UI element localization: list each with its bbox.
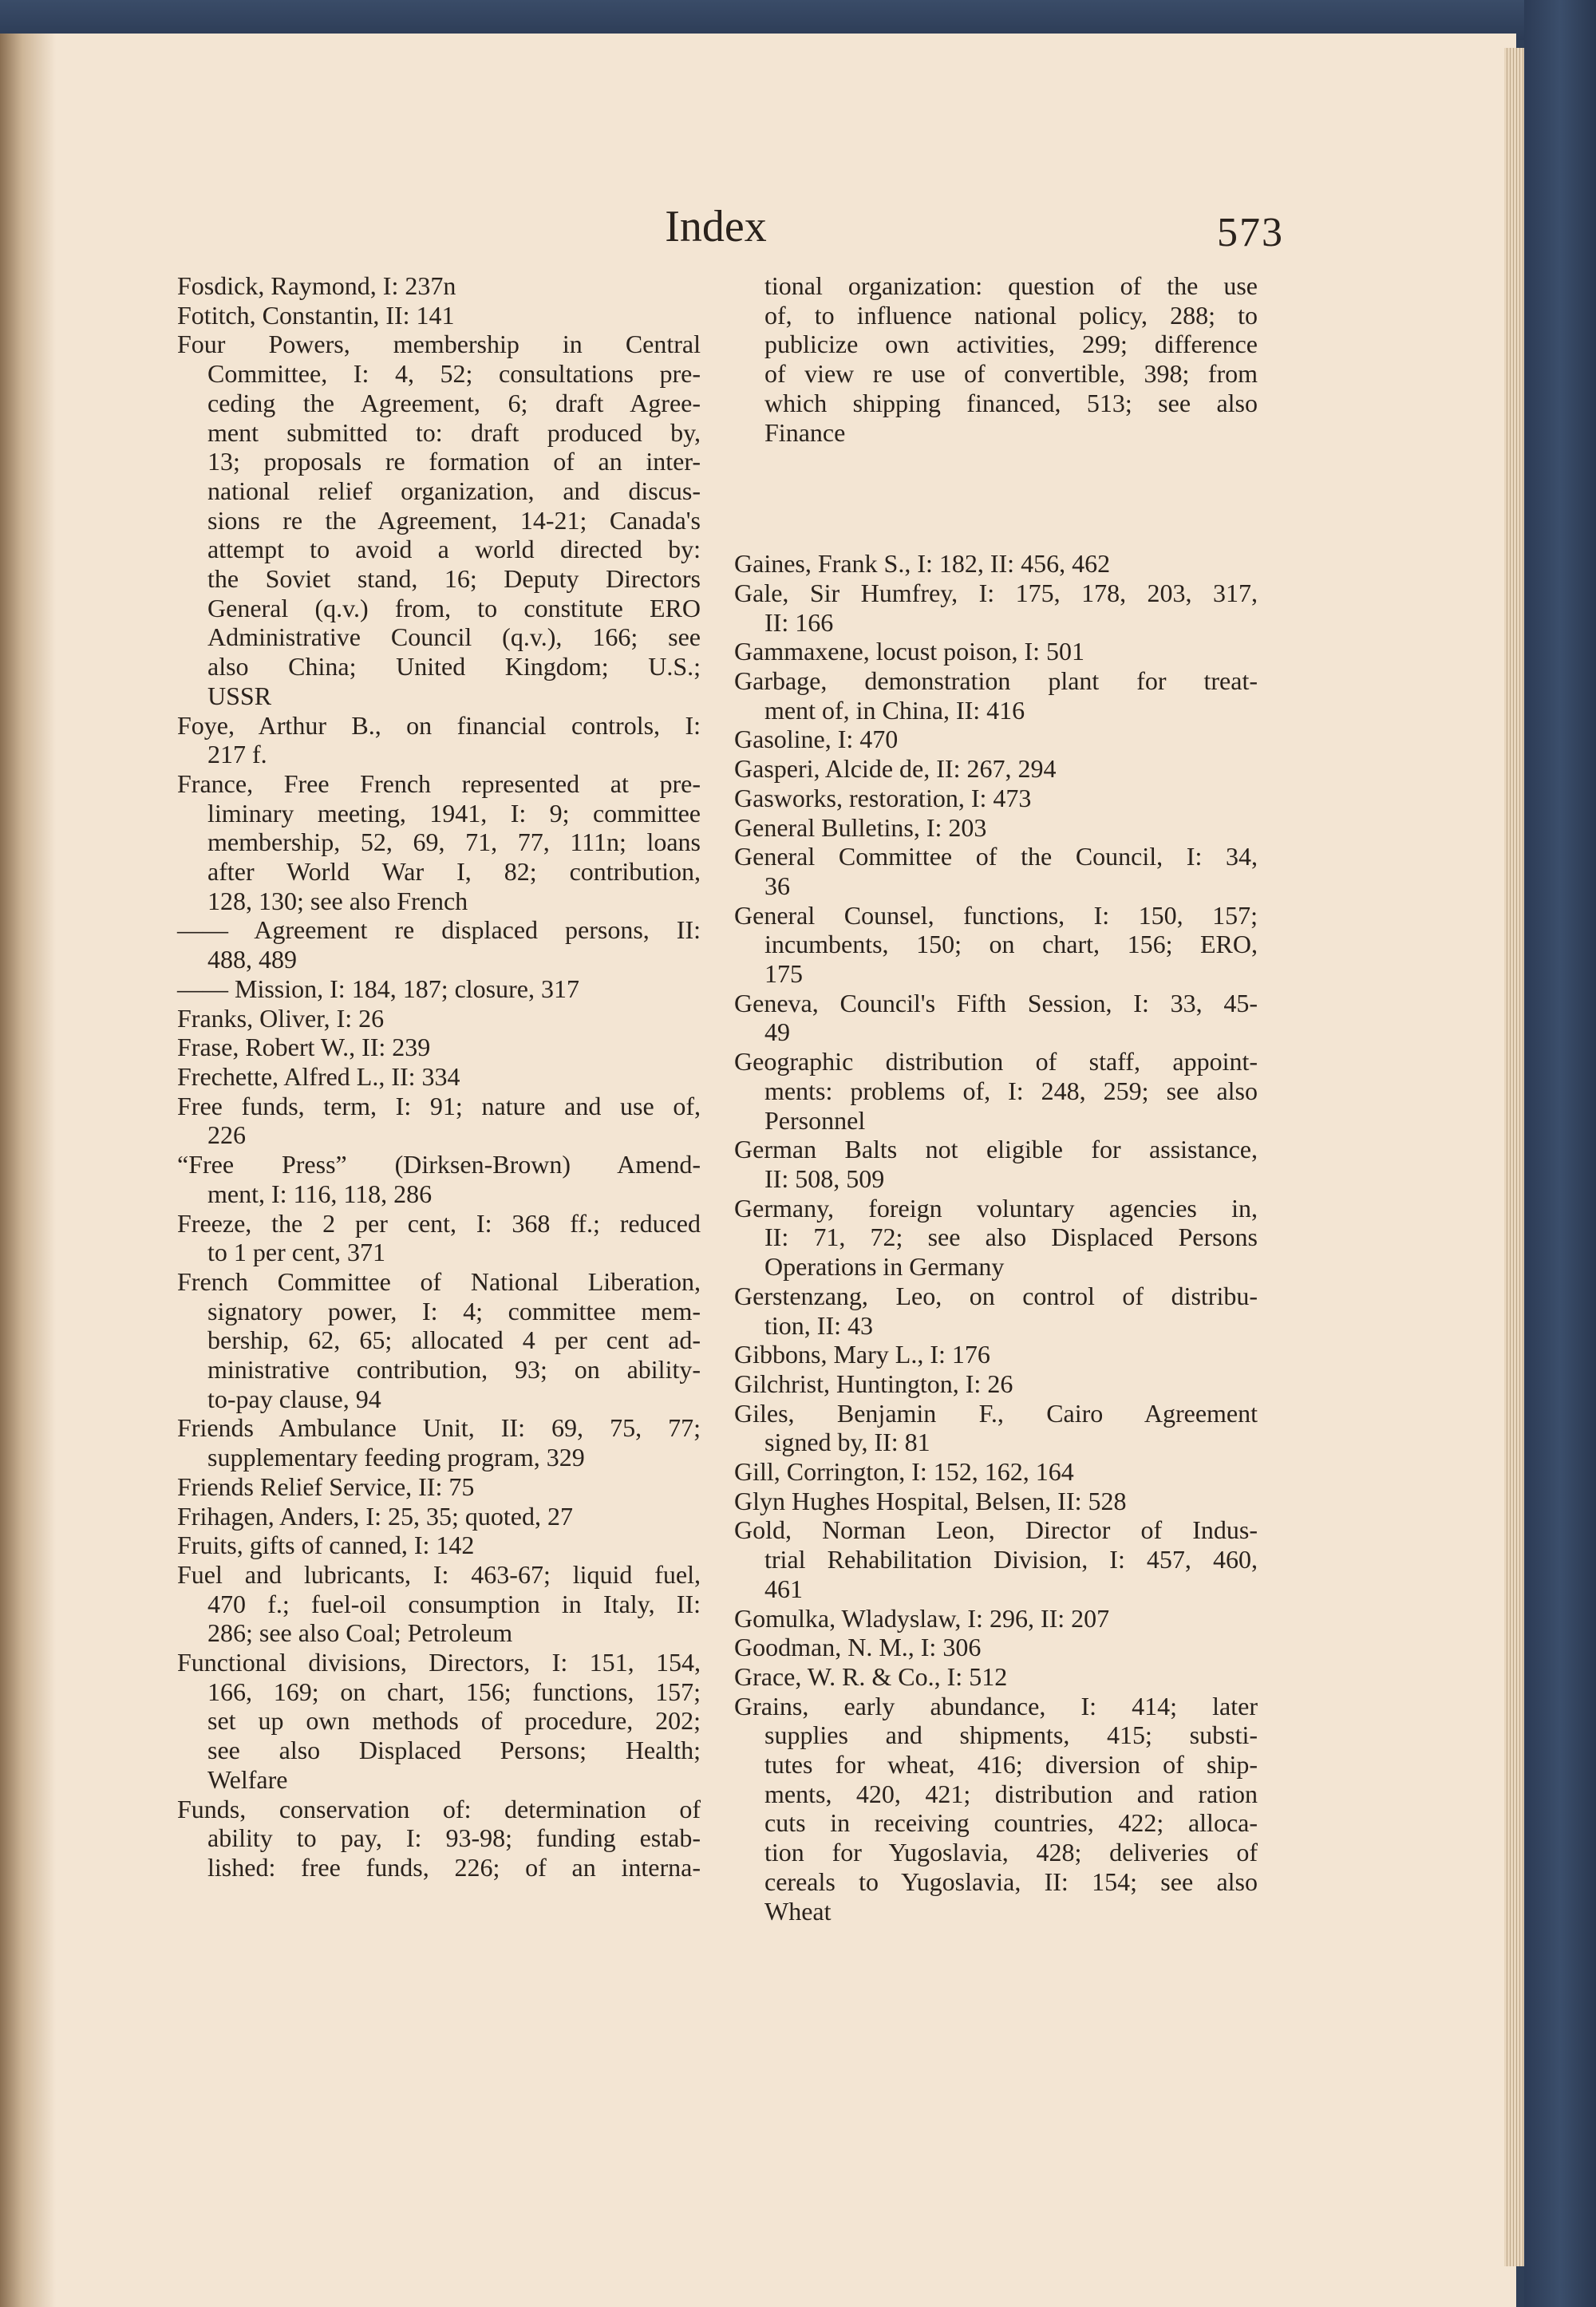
index-entry-line: USSR: [207, 681, 272, 710]
index-entry: [734, 666, 1258, 725]
index-entry: [177, 1413, 701, 1472]
index-entry: [734, 1369, 1258, 1399]
index-entry-line: Gill, Corrington, I: 152, 162, 164: [734, 1457, 1074, 1487]
index-entry: [734, 1135, 1258, 1193]
index-entry: [734, 1282, 1258, 1340]
index-entry-line: after World War I, 82; contribution,: [207, 857, 701, 887]
index-entry-line: Functional divisions, Directors, I: 151, 154,: [177, 1648, 701, 1677]
index-entry-line: tional organization: question of the use: [764, 271, 1258, 300]
index-entry-line: Free funds, term, I: 91; nature and use of,: [177, 1091, 701, 1120]
index-entry-line: Personnel: [764, 1105, 866, 1135]
index-entry-line: General Committee of the Council, I: 34,: [734, 842, 1258, 871]
book-cover-spine: [1524, 0, 1596, 2307]
index-entry-line: 488, 489: [207, 945, 297, 974]
index-entry-line: Franks, Oliver, I: 26: [177, 1003, 385, 1033]
index-entry-line: to 1 per cent, 371: [207, 1238, 386, 1267]
index-entry-line: sions re the Agreement, 14-21; Canada's: [207, 505, 701, 535]
index-entry-line: ment, I: 116, 118, 286: [207, 1179, 433, 1208]
index-entry-line: also China; United Kingdom; U.S.;: [207, 652, 701, 681]
index-entry-line: Gasperi, Alcide de, II: 267, 294: [734, 754, 1057, 784]
index-entry-line: Gibbons, Mary L., I: 176: [734, 1340, 990, 1369]
column-gap: [734, 447, 1258, 549]
index-entry-line: Committee, I: 4, 52; consultations pre-: [207, 359, 701, 389]
page-number: 573: [1217, 210, 1284, 255]
index-entry-line: ceding the Agreement, 6; draft Agree-: [207, 388, 701, 417]
index-entry-line: ment of, in China, II: 416: [764, 695, 1025, 725]
index-entry-line: 128, 130; see also French: [207, 886, 468, 915]
index-entry-line: set up own methods of procedure, 202;: [207, 1706, 701, 1736]
index-entry: [734, 1662, 1258, 1692]
index-entry-line: national relief organization, and discus-: [207, 476, 701, 505]
index-entry-line: ments: problems of, I: 248, 259; see also: [764, 1076, 1258, 1105]
index-entry: [734, 842, 1258, 900]
index-entry-line: of view re use of convertible, 398; from: [764, 359, 1258, 389]
index-entry: [177, 1795, 701, 1882]
index-entry-line: Geneva, Council's Fifth Session, I: 33, 45-: [734, 988, 1258, 1017]
index-entry-line: Grains, early abundance, I: 414; later: [734, 1691, 1258, 1720]
index-entry: [177, 1150, 701, 1208]
index-entry: [177, 915, 701, 974]
index-entry-line: liminary meeting, 1941, I: 9; committee: [207, 798, 701, 828]
index-entry-line: Gold, Norman Leon, Director of Indus-: [734, 1515, 1258, 1545]
index-entry: [734, 1047, 1258, 1135]
index-entry: [177, 1648, 701, 1795]
index-entry-line: Finance: [764, 417, 846, 447]
index-entry-line: ment submitted to: draft produced by,: [207, 417, 701, 447]
index-entry: [734, 784, 1258, 813]
index-entry-line: Freeze, the 2 per cent, I: 368 ff.; reduced: [177, 1208, 701, 1238]
index-entry: [734, 1692, 1258, 1926]
index-entry: [734, 813, 1258, 843]
index-entry-line: II: 166: [764, 607, 834, 637]
index-entry-line: Gomulka, Wladyslaw, I: 296, II: 207: [734, 1603, 1110, 1633]
index-entry-line: attempt to avoid a world directed by:: [207, 535, 701, 564]
index-entry: [734, 725, 1258, 754]
index-entry-line: signatory power, I: 4; committee mem-: [207, 1296, 701, 1325]
index-entry-line: Gaines, Frank S., I: 182, II: 456, 462: [734, 549, 1111, 579]
index-entry-line: see also Displaced Persons; Health;: [207, 1736, 701, 1765]
index-entry-line: Garbage, demonstration plant for treat-: [734, 666, 1258, 696]
index-entry-line: supplies and shipments, 415; substi-: [764, 1720, 1258, 1750]
index-entry-line: ministrative contribution, 93; on ability-: [207, 1355, 701, 1385]
index-entry-line: the Soviet stand, 16; Deputy Directors: [207, 564, 701, 594]
index-entry: [177, 1092, 701, 1150]
index-entry-line: 166, 169; on chart, 156; functions, 157;: [207, 1677, 701, 1706]
index-entry-line: French Committee of National Liberation,: [177, 1266, 701, 1296]
index-entry: [734, 1487, 1258, 1516]
index-entry-line: Geographic distribution of staff, appoint-: [734, 1047, 1258, 1076]
index-entry-line: Frechette, Alfred L., II: 334: [177, 1061, 460, 1091]
index-entry-line: Welfare: [207, 1764, 288, 1794]
index-entry-continuation: [734, 271, 1258, 447]
index-entry-line: II: 508, 509: [764, 1163, 885, 1193]
index-entry-line: publicize own activities, 299; difference: [764, 330, 1258, 359]
index-entry-line: Foye, Arthur B., on financial controls, I:: [177, 710, 701, 740]
index-entry: [177, 1560, 701, 1648]
index-entry-line: signed by, II: 81: [764, 1428, 930, 1457]
index-entry-line: —— Mission, I: 184, 187; closure, 317: [177, 974, 579, 1003]
index-entry: [177, 1062, 701, 1092]
index-entry: [177, 1209, 701, 1267]
index-entry-line: Gilchrist, Huntington, I: 26: [734, 1369, 1013, 1398]
index-entry: [177, 1267, 701, 1414]
index-entry-line: tion for Yugoslavia, 428; deliveries of: [764, 1838, 1258, 1867]
index-entry: [177, 1472, 701, 1502]
binding-gutter-shadow: [0, 34, 56, 2307]
index-entry-line: Wheat: [764, 1896, 832, 1926]
index-entry-line: Frihagen, Anders, I: 25, 35; quoted, 27: [177, 1501, 573, 1531]
index-entry-line: —— Agreement re displaced persons, II:: [177, 915, 701, 945]
index-entry-line: Glyn Hughes Hospital, Belsen, II: 528: [734, 1486, 1127, 1515]
index-entry-line: cereals to Yugoslavia, II: 154; see also: [764, 1867, 1258, 1896]
index-entry-line: 13; proposals re formation of an inter-: [207, 447, 701, 476]
index-entry-line: Giles, Benjamin F., Cairo Agreement: [734, 1398, 1258, 1428]
index-entry: [177, 330, 701, 710]
index-entry: [734, 1194, 1258, 1282]
index-entry: [177, 301, 701, 330]
index-entry: [734, 1515, 1258, 1603]
index-entry: [177, 1004, 701, 1033]
index-entry-line: ments, 420, 421; distribution and ration: [764, 1779, 1258, 1808]
index-entry: [734, 1633, 1258, 1662]
index-entry-line: German Balts not eligible for assistance,: [734, 1135, 1258, 1164]
index-entry-line: II: 71, 72; see also Displaced Persons: [764, 1223, 1258, 1252]
running-head: Index: [665, 202, 767, 251]
index-entry: [177, 1502, 701, 1531]
index-entry-line: Funds, conservation of: determination of: [177, 1794, 701, 1823]
index-entry: [734, 1457, 1258, 1487]
index-entry-line: Grace, W. R. & Co., I: 512: [734, 1661, 1008, 1691]
index-entry: [734, 637, 1258, 666]
index-entry-line: to-pay clause, 94: [207, 1384, 381, 1413]
index-entry-line: Goodman, N. M., I: 306: [734, 1633, 982, 1662]
index-entry: [734, 754, 1258, 784]
index-entry-line: membership, 52, 69, 71, 77, 111n; loans: [207, 828, 701, 857]
index-entry: [177, 769, 701, 916]
index-entry-line: “Free Press” (Dirksen-Brown) Amend-: [177, 1150, 701, 1179]
index-entry: [734, 1340, 1258, 1369]
index-entry-line: Fuel and lubricants, I: 463-67; liquid fuel,: [177, 1559, 701, 1589]
index-entry: [734, 1399, 1258, 1457]
index-entry-line: cuts in receiving countries, 422; alloca-: [764, 1808, 1258, 1838]
index-entry-line: ability to pay, I: 93-98; funding estab-: [207, 1823, 701, 1853]
index-column-left: [177, 271, 701, 1882]
index-entry: [177, 974, 701, 1004]
index-entry-line: Fruits, gifts of canned, I: 142: [177, 1531, 475, 1560]
index-entry-line: 470 f.; fuel-oil consumption in Italy, II:: [207, 1589, 701, 1618]
index-entry-line: Gasoline, I: 470: [734, 725, 899, 754]
index-entry: [177, 271, 701, 301]
index-entry-line: Frase, Robert W., II: 239: [177, 1033, 431, 1062]
index-entry-line: France, Free French represented at pre-: [177, 768, 701, 798]
index-entry-line: Friends Ambulance Unit, II: 69, 75, 77;: [177, 1413, 701, 1443]
index-entry-line: General Counsel, functions, I: 150, 157;: [734, 900, 1258, 930]
index-entry-line: Gammaxene, locust poison, I: 501: [734, 637, 1085, 666]
index-entry: [734, 549, 1258, 579]
index-entry-line: incumbents, 150; on chart, 156; ERO,: [764, 930, 1258, 959]
index-entry-line: 175: [764, 959, 803, 989]
index-entry-line: 226: [207, 1120, 246, 1150]
index-entry-line: Germany, foreign voluntary agencies in,: [734, 1193, 1258, 1223]
index-entry-line: trial Rehabilitation Division, I: 457, 460,: [764, 1545, 1258, 1574]
index-entry: [734, 579, 1258, 637]
index-entry: [177, 711, 701, 769]
index-entry-line: General Bulletins, I: 203: [734, 812, 987, 842]
index-entry: [734, 1604, 1258, 1633]
index-entry-line: Four Powers, membership in Central: [177, 330, 701, 359]
index-entry-line: tutes for wheat, 416; diversion of ship-: [764, 1750, 1258, 1780]
index-entry-line: 286; see also Coal; Petroleum: [207, 1618, 513, 1648]
index-entry: [734, 901, 1258, 989]
index-entry-line: tion, II: 43: [764, 1310, 873, 1340]
index-entry-line: 36: [764, 871, 790, 900]
index-entry-line: 461: [764, 1574, 803, 1603]
index-entry-line: 217 f.: [207, 740, 267, 769]
index-entry-line: which shipping financed, 513; see also: [764, 388, 1258, 417]
index-entry-line: Administrative Council (q.v.), 166; see: [207, 622, 701, 652]
index-entry-line: bership, 62, 65; allocated 4 per cent ad-: [207, 1325, 701, 1355]
index-entry-line: Gasworks, restoration, I: 473: [734, 783, 1032, 812]
index-entry: [734, 989, 1258, 1047]
index-entry: [177, 1531, 701, 1560]
index-entry-line: 49: [764, 1017, 790, 1047]
index-entry-line: Gerstenzang, Leo, on control of distribu-: [734, 1281, 1258, 1310]
index-entry-line: Fosdick, Raymond, I: 237n: [177, 271, 456, 300]
index-entry-line: General (q.v.) from, to constitute ERO: [207, 593, 701, 622]
index-column-right: [734, 271, 1258, 1926]
index-entry-line: supplementary feeding program, 329: [207, 1443, 585, 1472]
index-entry-line: Operations in Germany: [764, 1252, 1005, 1282]
index-entry-line: lished: free funds, 226; of an interna-: [207, 1852, 701, 1882]
index-entry-line: Gale, Sir Humfrey, I: 175, 178, 203, 317,: [734, 578, 1258, 607]
index-entry-line: of, to influence national policy, 288; to: [764, 300, 1258, 330]
index-entry: [177, 1033, 701, 1062]
index-entry-line: Friends Relief Service, II: 75: [177, 1472, 475, 1501]
index-entry-line: Fotitch, Constantin, II: 141: [177, 300, 455, 330]
